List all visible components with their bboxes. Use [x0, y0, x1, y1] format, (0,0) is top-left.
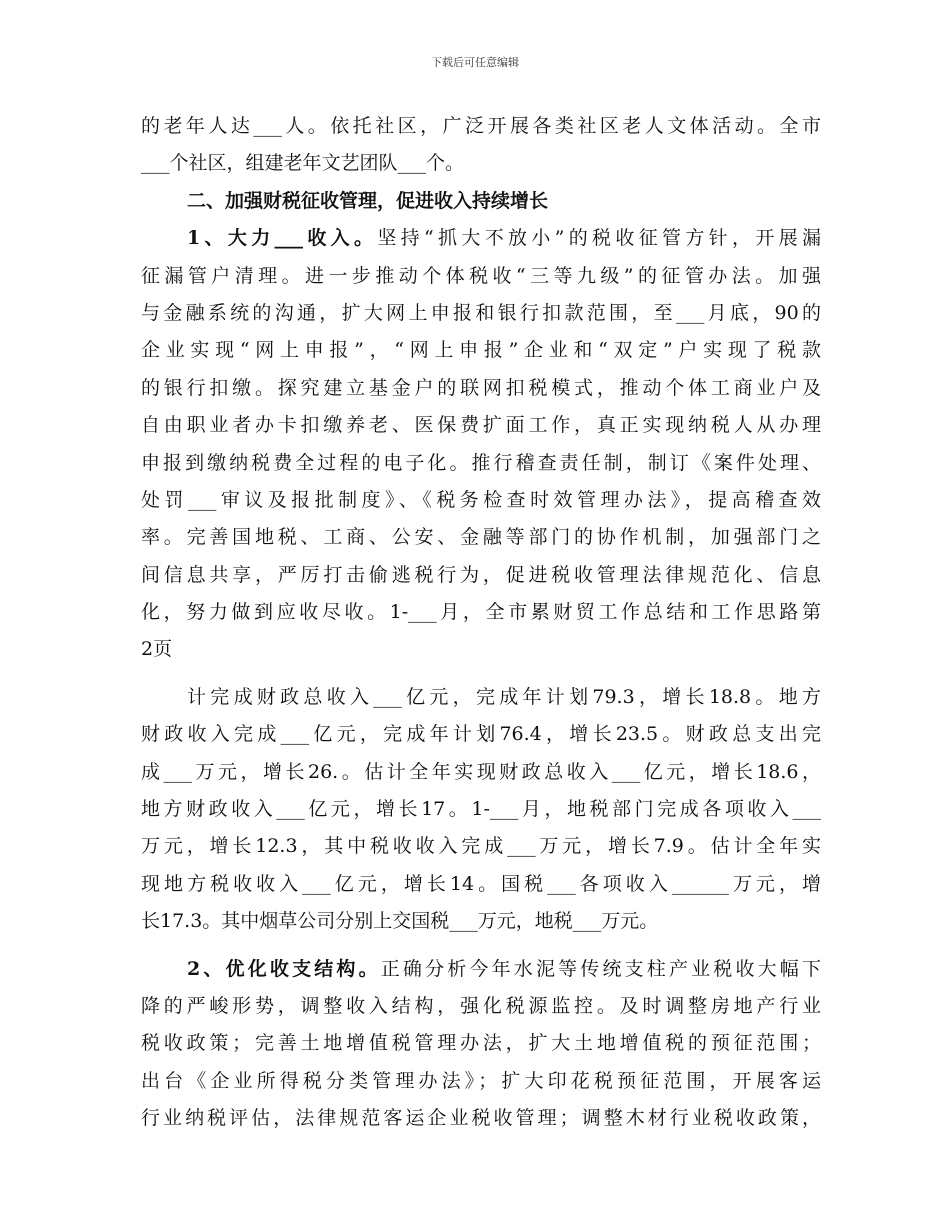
text-line: 间信息共享，严厉打击偷逃税行为，促进税收管理法律规范化、信息: [141, 563, 821, 586]
text-span: 坚持“抓大不放小”的税收征管方针，开展漏: [377, 227, 821, 250]
text-line: [141, 220, 821, 257]
subheading: 2、优化收支结构。: [187, 957, 381, 980]
text-line: 申报到缴纳税费全过程的电子化。推行稽查责任制，制订《案件处理、: [141, 451, 821, 474]
text-span: 正确分析今年水泥等传统支柱产业税收大幅下: [380, 957, 821, 980]
text-line: [141, 951, 821, 988]
text-line: 财政收入完成___亿元，完成年计划76.4，增长23.5。财政总支出完: [141, 723, 821, 746]
text-line: 与金融系统的沟通，扩大网上申报和银行扣款范围，至___月底，90的: [141, 301, 821, 324]
text-line: 长17.3。其中烟草公司分别上交国税___万元，地税___万元。: [141, 910, 659, 933]
text-line: 征漏管户清理。进一步推动个体税收“三等九级”的征管办法。加强: [141, 264, 821, 287]
text-line: 降的严峻形势，调整收入结构，强化税源监控。及时调整房地产行业: [141, 994, 821, 1017]
text-line: 万元，增长12.3，其中税收收入完成___万元，增长7.9。估计全年实: [141, 835, 821, 858]
page-marker: 2页: [141, 638, 173, 661]
text-line: 地方财政收入___亿元，增长17。1-___月，地税部门完成各项收入___: [141, 798, 821, 821]
subheading: 1、大力___收入。: [187, 227, 378, 250]
text-line: 现地方税收收入___亿元，增长14。国税___各项收入______万元，增: [141, 872, 821, 895]
text-line: 的老年人达___人。依托社区，广泛开展各类社区老人文体活动。全市: [141, 115, 821, 137]
text-line: 计完成财政总收入___亿元，完成年计划79.3，增长18.8。地方: [187, 685, 821, 708]
text-line: 企业实现“网上申报”，“网上申报”企业和“双定”户实现了税款: [141, 339, 821, 362]
text-line: 出台《企业所得税分类管理办法》；扩大印花税预征范围，开展客运: [141, 1069, 821, 1092]
text-line: 行业纳税评估，法律规范客运企业税收管理；调整木材行业税收政策，: [141, 1107, 821, 1130]
text-line: 的银行扣缴。探究建立基金户的联网扣税模式，推动个体工商业户及: [141, 376, 821, 399]
section-heading: 二、加强财税征收管理，促进收入持续增长: [187, 189, 549, 212]
page-header: 下载后可任意编辑: [431, 56, 519, 69]
text-line: 成___万元，增长26.。估计全年实现财政总收入___亿元，增长18.6，: [141, 760, 821, 783]
text-line: 自由职业者办卡扣缴养老、医保费扩面工作，真正实现纳税人从办理: [141, 414, 821, 437]
text-line: ___个社区，组建老年文艺团队___个。: [141, 152, 465, 175]
text-line: 税收政策；完善土地增值税管理办法，扩大土地增值税的预征范围；: [141, 1032, 821, 1055]
document-body: [141, 108, 821, 1138]
text-line: 处罚___审议及报批制度》、《税务检查时效管理办法》，提高稽查效: [141, 488, 821, 511]
text-line: 化，努力做到应收尽收。1-___月，全市累财贸工作总结和工作思路第: [141, 601, 821, 624]
text-line: 率。完善国地税、工商、公安、金融等部门的协作机制，加强部门之: [141, 526, 821, 549]
